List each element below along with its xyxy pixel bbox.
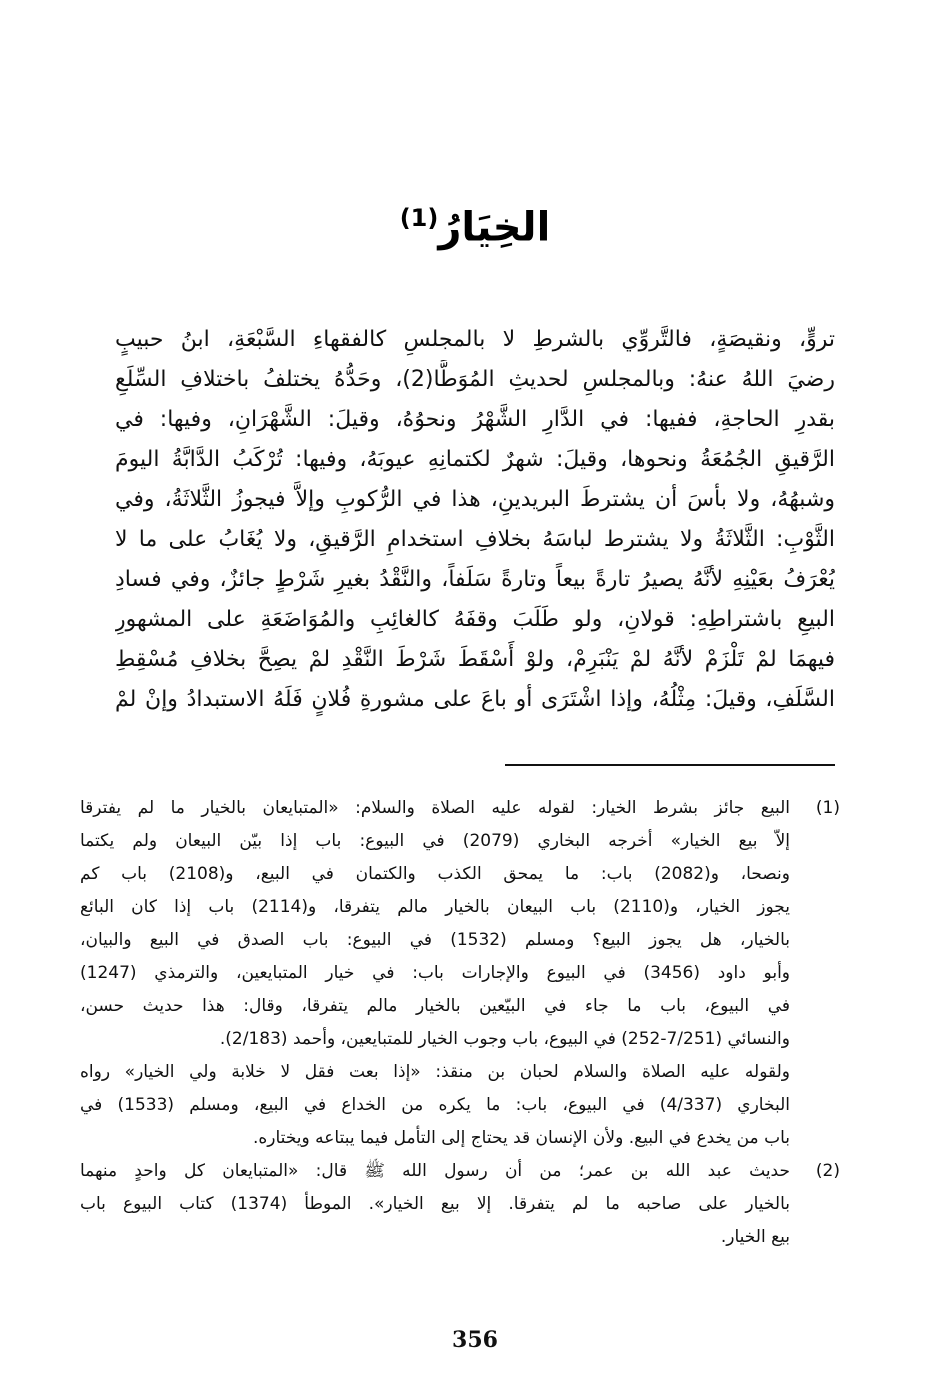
footnote-line: بيع الخيار. [720, 1227, 790, 1247]
text-line: الرَّقيقِ الجُمُعَةُ ونحوها، وقيلَ: شهرٌ لكتمانِهِ عيوبَهُ، وفيها: تُرْكَبُ الدَّابَّةُ اليومَ [115, 447, 835, 472]
footnote-line: بالخيار، هل يجوز البيع؟ ومسلم (1532) في البيوع: باب الصدق في البيع والبيان، [80, 930, 790, 950]
footnote-line: يجوز الخيار، و(2110) باب البيعان بالخيار مالم يتفرقا، و(2114) باب إذا كان البائع [80, 897, 790, 917]
footnote-number: (2) [815, 1161, 840, 1181]
footnote-line: ولقوله عليه الصلاة والسلام لحبان بن منقذ: «إذا بعت فقل لا خلابة ولي الخيار» رواه [80, 1062, 790, 1082]
footnotes-section [80, 792, 840, 1254]
footnote-line: في البيوع، باب ما جاء في البيّعين بالخيار مالم يتفرقا، وقال: هذا حديث حسن، [80, 996, 790, 1016]
chapter-title-text: الخِيَارُ [438, 204, 551, 251]
footnote-separator [505, 764, 835, 766]
text-line: فيهمَا لمْ تَلْزَمْ لأنَّهُ لمْ يَنْبَرِمْ، ولوْ أَسْقَطَ شَرْطَ النَّقْدِ لمْ يصِحَّ بخلافِ مُسْقِطِ [115, 647, 835, 672]
chapter-title [0, 188, 950, 257]
footnote-line: بالخيار على صاحبه ما لم يتفرقا. إلا بيع الخيار». الموطأ (1374) كتاب البيوع باب [80, 1194, 790, 1214]
text-line: وشبهُهُ، ولا بأسَ أن يشترطَ البريدينِ، هذا في الرُّكوبِ وإلاَّ فيجوزُ الثَّلاثَةُ، وفي [115, 487, 835, 512]
page-number: 356 [452, 1327, 498, 1353]
title-footnote-marker: (1) [399, 204, 439, 232]
footnote-number: (1) [815, 798, 840, 818]
text-line: تروٍّ، ونقيصَةٍ، فالتَّروِّي بالشرطِ لا بالمجلسِ كالفقهاءِ السَّبْعَةِ، ابنُ حبيبٍ [115, 327, 835, 352]
footnote-line: إلاّ بيع الخيار» أخرجه البخاري (2079) في البيوع: باب إذا بيّن البيعان ولم يكتما [80, 831, 790, 851]
footnote-2 [80, 1155, 840, 1254]
text-line: بقدرِ الحاجةِ، ففيها: في الدَّارِ الشَّهْرُ ونحوُهُ، وقيلَ: الشَّهْرَانِ، وفيها: في [115, 407, 835, 432]
footnote-line: ونصحا، و(2082) باب: ما يمحق الكذب والكتمان في البيع، و(2108) باب كم [80, 864, 790, 884]
text-line: يُعْرَفُ بعَيْنِهِ لأنَّهُ يصيرُ تارةً بيعاً وتارةً سَلَفاً، والنَّقْدُ بغيرِ شَرْطٍ جائزٌ، وفي فسادِ [115, 567, 835, 592]
footnote-1 [80, 792, 840, 1155]
text-line: رضيَ اللهُ عنهُ: وبالمجلسِ لحديثِ المُوَطَّا(2)، وحَدُّهُ يختلفُ باختلافِ السِّلَعِ [115, 367, 835, 392]
footnote-line: حديث عبد الله بن عمر؛ من أن رسول الله ﷺ قال: «المتبايعان كل واحدٍ منهما [80, 1161, 790, 1181]
footnote-line: البخاري (4/337) في البيوع، باب: ما يكره من الخداع في البيع، ومسلم (1533) في [80, 1095, 790, 1115]
footnote-line: والنسائي (7/251-252) في البيوع، باب وجوب الخيار للمتبايعين، وأحمد (2/183). [219, 1029, 790, 1049]
text-line: الثَّوْبِ: الثَّلاثَةُ ولا يشترط لباسَهُ بخلافِ استخدامِ الرَّقيقِ، ولا يُغَابُ على ما لا [115, 527, 835, 552]
footnote-line: وأبو داود (3456) في البيوع والإجارات باب: في خيار المتبايعين، والترمذي (1247) [80, 963, 790, 983]
text-line: السَّلَفِ، وقيلَ: مِثْلُهُ، وإذا اشْتَرَى أو باعَ على مشورةِ فُلانٍ فَلَهُ الاستبدادُ وإنْ لمْ [115, 687, 835, 712]
main-text-body [115, 320, 835, 720]
footnote-line: باب من يخدع في البيع. ولأن الإنسان قد يحتاج إلى التأمل فيما يبتاعه ويختاره. [252, 1128, 790, 1148]
footnote-line: البيع جائز بشرط الخيار: لقوله عليه الصلاة والسلام: «المتبايعان بالخيار ما لم يفترقا [80, 798, 790, 818]
text-line: البيعِ باشتراطِهِ: قولانِ، ولو طَلَبَ وقفَهُ كالغائِبِ والمُوَاضَعَةِ على المشهورِ [115, 607, 835, 632]
